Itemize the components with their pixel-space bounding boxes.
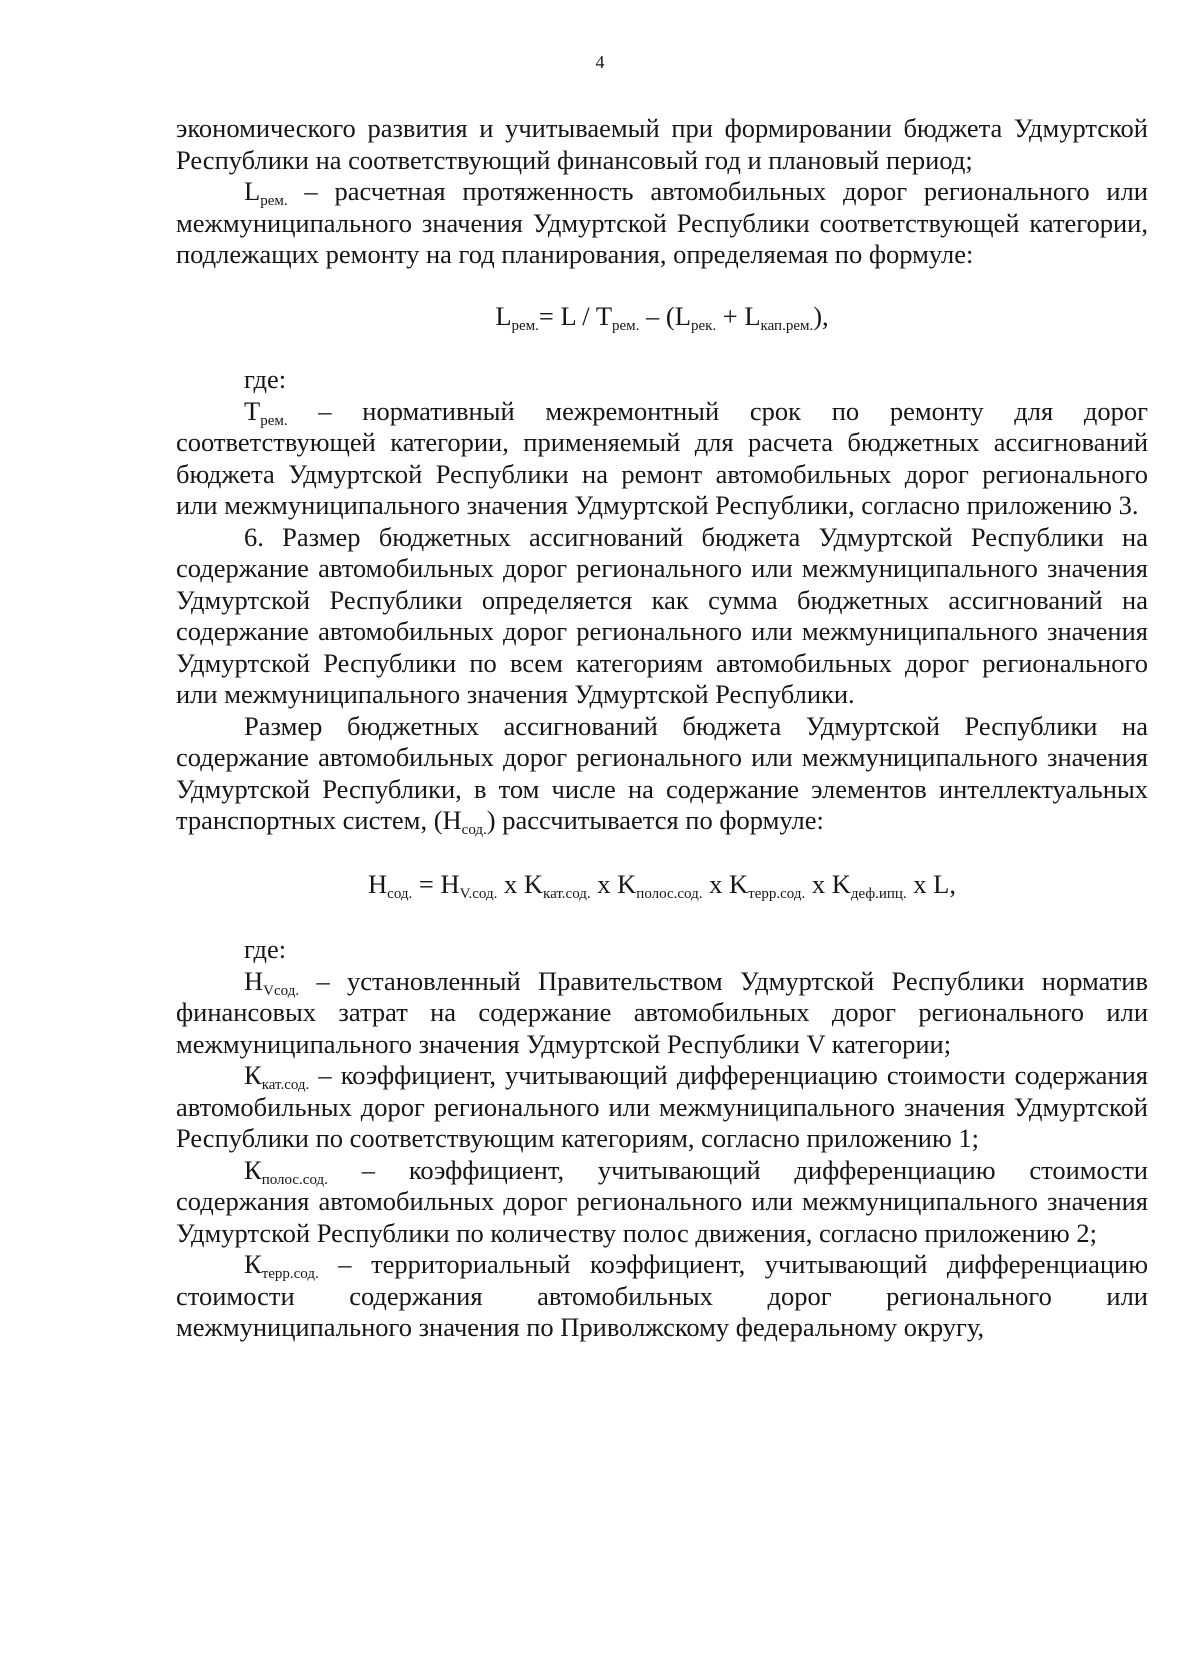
formula-term: ), xyxy=(813,300,829,331)
definition-text: – территориальный коэффициент, учитывающий дифференциацию стоимости содержания автомобильных дорог регионального или межмуниципального значения по Приволжскому федеральному округу, xyxy=(176,1249,1148,1342)
formula-term: = Н xyxy=(412,868,460,899)
paragraph: экономического развития и учитываемый при формировании бюджета Удмуртской Республики на соответствующий финансовый год и плановый период; xyxy=(176,113,1148,175)
formula-subscript: деф.ипц. xyxy=(850,885,907,902)
paragraph-text: Размер бюджетных ассигнований бюджета Удмуртской Республики на содержание автомобильных дорог регионального или межмуниципального значения Удмуртской Республики, в том числе на содержание элементов интеллектуальных транспортных систем, (Н xyxy=(176,710,1148,835)
formula-term: x K xyxy=(702,868,749,899)
paragraph-k-kat xyxy=(176,1060,1148,1155)
formula-subscript: полос.сод. xyxy=(636,885,703,902)
formula-subscript: сод. xyxy=(387,885,413,902)
formula-l-rem xyxy=(176,301,1148,333)
formula-term: L xyxy=(495,300,512,331)
formula-subscript: рем. xyxy=(612,317,640,334)
formula-subscript: кат.сод. xyxy=(543,885,591,902)
symbol: К xyxy=(244,1154,262,1185)
definition-text: – расчетная протяженность автомобильных дорог регионального или межмуниципального значения Удмуртской Республики соответствующей категории, подлежащих ремонту на год планирования, определяемая по формуле: xyxy=(176,176,1148,269)
document-body xyxy=(176,113,1148,1344)
where-label: где: xyxy=(244,934,287,964)
formula-term: x L, xyxy=(906,868,956,899)
symbol-subscript: рем. xyxy=(260,193,288,209)
formula-subscript: терр.сод. xyxy=(748,885,806,902)
symbol-subscript: кат.сод. xyxy=(261,1077,310,1093)
formula-term: x K xyxy=(590,868,637,899)
symbol: L xyxy=(244,176,261,206)
formula-subscript: рек. xyxy=(690,317,717,334)
symbol-subscript: сод. xyxy=(461,822,487,838)
formula-term: x K xyxy=(805,868,851,899)
paragraph-k-polos xyxy=(176,1155,1148,1250)
symbol: Н xyxy=(244,965,264,996)
symbol: К xyxy=(244,1060,262,1090)
paragraph-k-terr xyxy=(176,1249,1148,1344)
page-number: 4 xyxy=(595,52,605,72)
formula-term: – (L xyxy=(639,300,691,331)
formula-n-sod xyxy=(176,869,1148,901)
formula-subscript: V.сод. xyxy=(459,885,498,902)
paragraph-item-6: 6. Размер бюджетных ассигнований бюджета Удмуртской Республики на содержание автомобильных дорог регионального или межмуниципального значения Удмуртской Республики определяется как сумма бюджетных ассигнований на содержание автомобильных дорог регионального или межмуниципального значения Удмуртской Республики по всем категориям автомобильных дорог регионального или межмуниципального значения Удмуртской Республики. xyxy=(176,521,1148,709)
definition-text: – нормативный межремонтный срок по ремонту для дорог соответствующей категории, применяемый для расчета бюджетных ассигнований бюджета Удмуртской Республики на ремонт автомобильных дорог регионального или межмуниципального значения Удмуртской Республики, согласно приложению 3. xyxy=(176,395,1148,520)
formula-subscript: рем. xyxy=(511,317,539,334)
paragraph-n-sod xyxy=(176,711,1148,837)
definition-text: – коэффициент, учитывающий дифференциацию стоимости содержания автомобильных дорог регионального или межмуниципального значения Удмуртской Республики по количеству полос движения, согласно приложению 2; xyxy=(176,1154,1148,1248)
symbol-subscript: полос.сод. xyxy=(261,1171,328,1188)
definition-text: – установленный Правительством Удмуртской Республики норматив финансовых затрат на содержание автомобильных дорог регионального или межмуниципального значения Удмуртской Республики V категории; xyxy=(176,965,1148,1059)
paragraph-l-rem xyxy=(176,176,1148,271)
paragraph-t-rem xyxy=(176,396,1148,522)
symbol-subscript: рем. xyxy=(260,412,288,429)
where-label: где: xyxy=(244,364,287,394)
definition-text: – коэффициент, учитывающий дифференциацию стоимости содержания автомобильных дорог регионального или межмуниципального значения Удмуртской Республики по соответствующим категориям, согласно приложению 1; xyxy=(176,1060,1148,1153)
formula-term: + L xyxy=(716,300,761,331)
paragraph-n-vsod xyxy=(176,966,1148,1061)
formula-term: x K xyxy=(497,868,544,899)
symbol-subscript: Vсод. xyxy=(263,982,300,999)
formula-term: Н xyxy=(368,868,388,899)
formula-subscript: кап.рем. xyxy=(760,317,814,334)
symbol: T xyxy=(244,395,261,426)
paragraph-text: ) рассчитывается по формуле: xyxy=(486,805,824,835)
formula-term: = L / T xyxy=(538,300,613,331)
symbol-subscript: терр.сод. xyxy=(261,1266,319,1282)
symbol: К xyxy=(244,1249,262,1279)
